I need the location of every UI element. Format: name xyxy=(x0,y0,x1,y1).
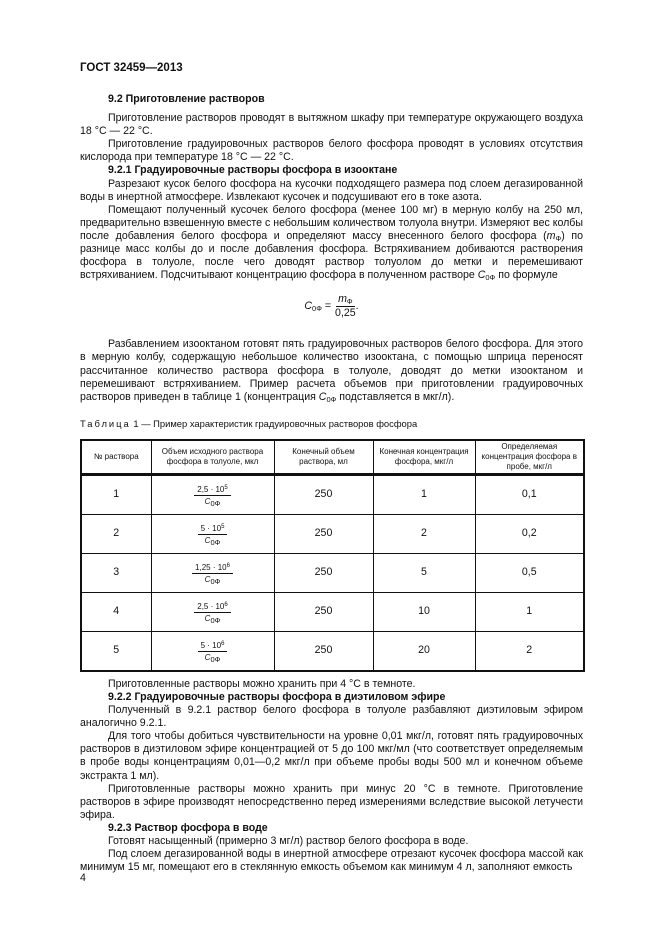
cell-final-volume: 250 xyxy=(274,553,373,592)
paragraph: Полученный в 9.2.1 раствор белого фосфора в толуоле разбавляют диэтиловым эфиром аналогично 9.2.1. xyxy=(80,704,583,730)
cell-determined-concentration: 0,5 xyxy=(475,553,584,592)
table-1 xyxy=(80,439,585,672)
cell-number: 2 xyxy=(81,514,151,553)
paragraph: Разбавлением изооктаном готовят пять градуировочных растворов белого фосфора. Для этого в мерную колбу, содержащую небольшое количество изооктана, с помощью шприца переносят рассчитанное количество раствора фосфора в толуоле, доводят до метки изооктаном и перемешивают встряхиванием. Пример расчета объемов при приготовлении градуировочных растворов приведен в таблице 1 (концентрация $C_{0Ф}$ подставляется в мкг/л). xyxy=(80,338,583,404)
paragraph: Приготовление растворов проводят в вытяжном шкафу при температуре окружающего воздуха 18 °C — 22 °C. xyxy=(80,112,583,138)
cell-final-volume: 250 xyxy=(274,514,373,553)
paragraph: Приготовление градуировочных растворов белого фосфора проводят в условиях отсутствия кислорода при температуре 18 °C — 22 °C. xyxy=(80,138,583,164)
table-row xyxy=(81,631,584,671)
cell-volume-formula: $2,5 \cdot 10^5$ $C_{0Ф}$ xyxy=(151,474,274,514)
paragraph: Готовят насыщенный (примерно 3 мг/л) раствор белого фосфора в воде. xyxy=(108,835,469,847)
column-header: № раствора xyxy=(81,440,151,475)
cell-final-volume: 250 xyxy=(274,474,373,514)
cell-determined-concentration: 0,2 xyxy=(475,514,584,553)
cell-number: 4 xyxy=(81,592,151,631)
cell-volume-formula: $2,5 \cdot 10^6$ $C_{0Ф}$ xyxy=(151,592,274,631)
table-row xyxy=(81,592,584,631)
cell-number: 3 xyxy=(81,553,151,592)
page-content xyxy=(80,93,583,874)
cell-number: 1 xyxy=(81,474,151,514)
cell-volume-formula: $1,25 \cdot 10^6$ $C_{0Ф}$ xyxy=(151,553,274,592)
section-heading-9-2-3: 9.2.3 Раствор фосфора в воде xyxy=(108,821,268,834)
cell-final-concentration: 20 xyxy=(373,631,475,671)
column-header: Объем исходного раствора фосфора в толуоле, мкл xyxy=(151,440,274,475)
cell-final-volume: 250 xyxy=(274,592,373,631)
paragraph: Для того чтобы добиться чувствительности на уровне 0,01 мкг/л, готовят пять градуировочных растворов в диэтиловом эфире концентрацией от 5 до 100 мкг/мл (что соответствует определяемым в пробе воды концентрациям 0,01—0,2 мкг/л при объеме пробы воды 500 мл и конечном объеме экстракта 1 мл). xyxy=(80,730,583,782)
page-number: 4 xyxy=(80,872,86,884)
table-row xyxy=(81,553,584,592)
table-caption: Таблица 1 — Пример характеристик градуировочных растворов фосфора xyxy=(80,417,418,429)
table-row xyxy=(81,514,584,553)
section-heading-9-2-2: 9.2.2 Градуировочные растворы фосфора в диэтиловом эфире xyxy=(108,690,446,703)
paragraph: Под слоем дегазированной воды в инертной атмосфере отрезают кусочек фосфора массой как минимум 15 мг, помещают его в стеклянную емкость объемом как минимум 4 л, заполняют емкость xyxy=(80,848,583,874)
paragraph: Помещают полученный кусочек белого фосфора (менее 100 мг) в мерную колбу на 250 мл, предварительно взвешенную вместе с небольшим количеством толуола внутри. Измеряют вес колбы после добавления белого фосфора и определяют массу внесенного белого фосфора $(m_Ф)$ по разнице масс колбы до и после добавления фосфора. Встряхиванием добиваются растворения фосфора в толуоле, после чего доводят раствор толуолом до метки и перемешивают встряхиванием. Подсчитывают концентрацию фосфора в полученном растворе $C_{0Ф}$ по формуле xyxy=(80,203,583,283)
column-header: Определяемая концентрация фосфора в пробе, мкг/л xyxy=(475,440,584,475)
cell-determined-concentration: 2 xyxy=(475,631,584,671)
formula: $C_{0Ф}$ = $\frac{m_Ф}{0,25}$ . xyxy=(304,292,359,319)
cell-final-concentration: 10 xyxy=(373,592,475,631)
cell-volume-formula: $5 \cdot 10^5$ $C_{0Ф}$ xyxy=(151,514,274,553)
cell-volume-formula: $5 \cdot 10^6$ $C_{0Ф}$ xyxy=(151,631,274,671)
cell-final-concentration: 2 xyxy=(373,514,475,553)
paragraph: Приготовленные растворы можно хранить при 4 °C в темноте. xyxy=(108,677,416,690)
cell-number: 5 xyxy=(81,631,151,671)
document-header: ГОСТ 32459—2013 xyxy=(80,62,183,74)
cell-determined-concentration: 1 xyxy=(475,592,584,631)
table-row xyxy=(81,474,584,514)
cell-final-concentration: 1 xyxy=(373,474,475,514)
column-header: Конечная концентрация фосфора, мкг/л xyxy=(373,440,475,475)
section-heading-9-2-1: 9.2.1 Градуировочные растворы фосфора в изооктане xyxy=(108,164,398,177)
paragraph: Приготовленные растворы можно хранить при минус 20 °C в темноте. Приготовление растворов в эфире производят непосредственно перед измерениями вследствие высокой летучести эфира. xyxy=(80,782,583,821)
cell-determined-concentration: 0,1 xyxy=(475,474,584,514)
column-header: Конечный объем раствора, мл xyxy=(274,440,373,475)
cell-final-concentration: 5 xyxy=(373,553,475,592)
paragraph: Разрезают кусок белого фосфора на кусочки подходящего размера под слоем дегазированной воды в инертной атмосфере. Извлекают кусочек и подсушивают его в токе азота. xyxy=(80,177,583,203)
section-heading-9-2: 9.2 Приготовление растворов xyxy=(108,93,265,105)
cell-final-volume: 250 xyxy=(274,631,373,671)
